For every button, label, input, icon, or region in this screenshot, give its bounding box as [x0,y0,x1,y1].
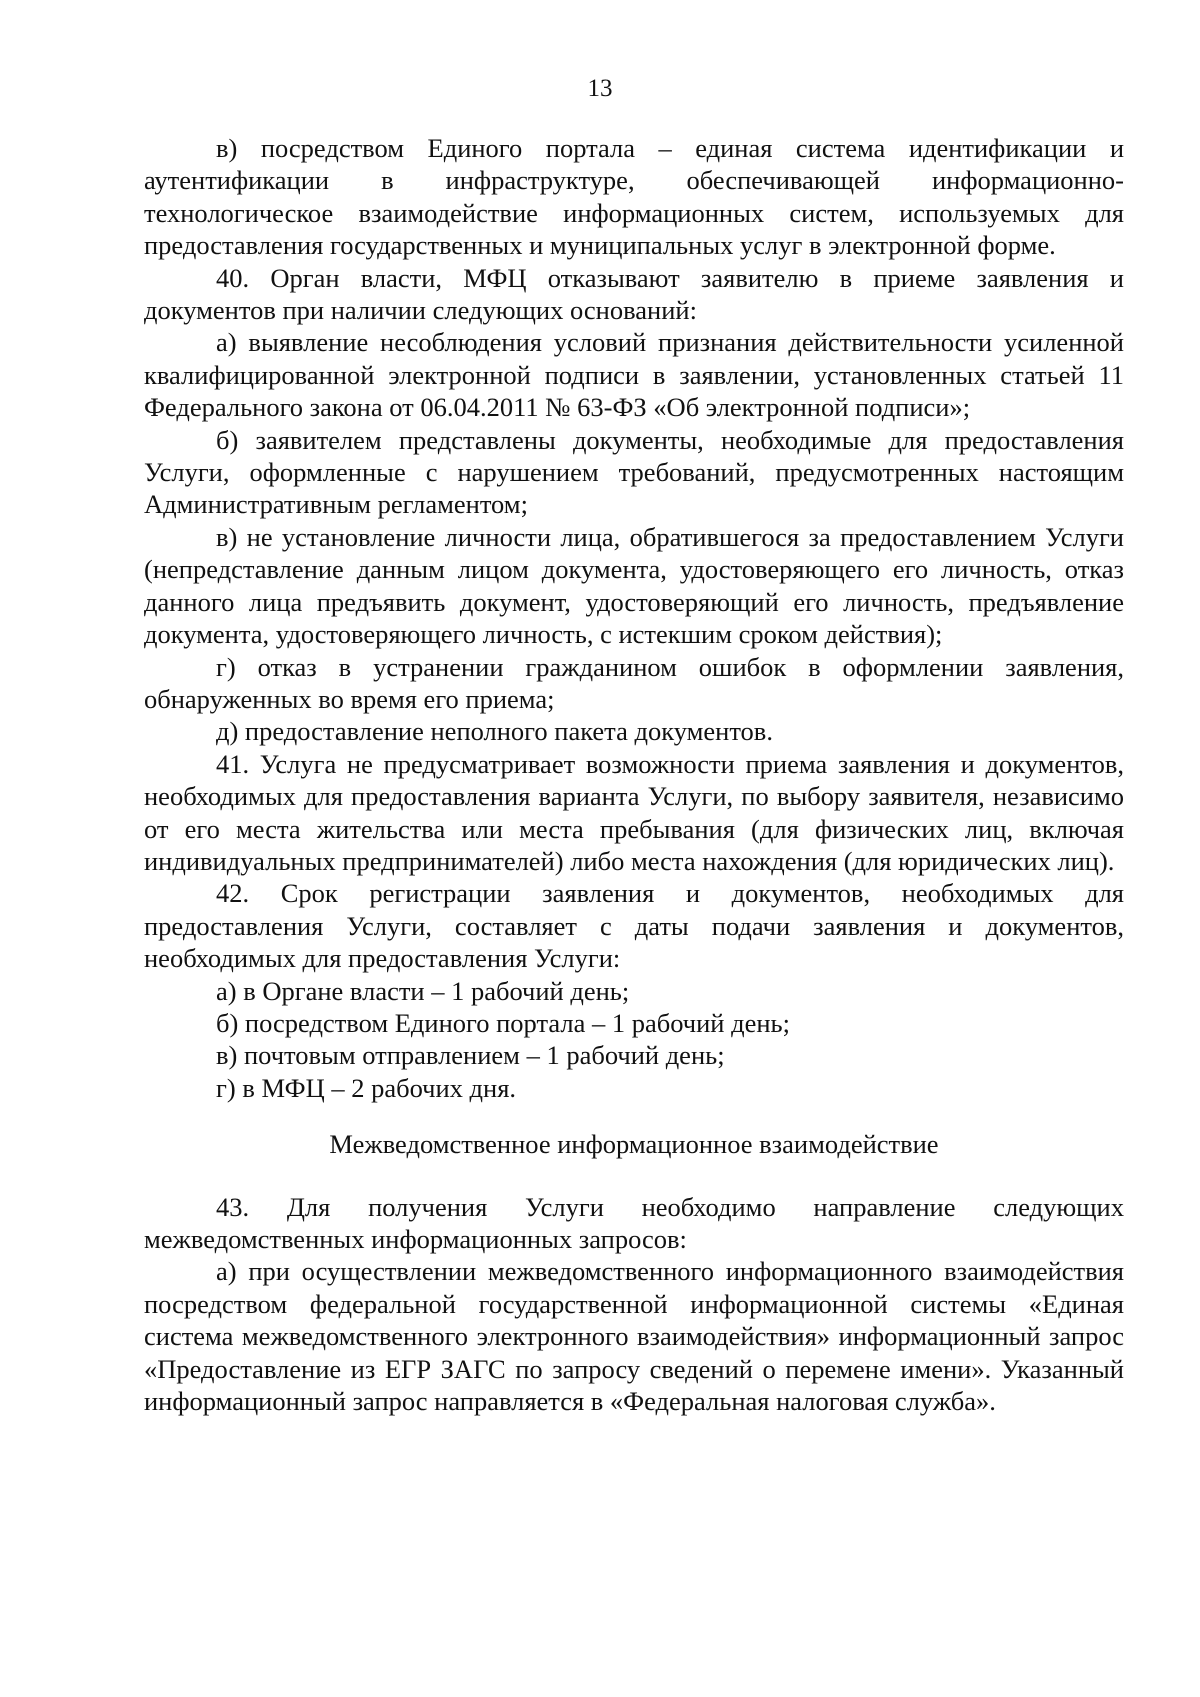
paragraph-42a-authority: а) в Органе власти – 1 рабочий день; [216,975,630,1006]
paragraph-40d-errors: г) отказ в устранении гражданином ошибок в оформлении заявления, обнаруженных во время его приема; [144,651,1124,714]
paragraph-43a-smev-request: а) при осуществлении межведомственного информационного взаимодействия посредством федеральной государственной информационной системы «Единая система межведомственного электронного взаимодействия» информационный запрос «Предоставление из ЕГР ЗАГС по запросу сведений о перемене имени». Указанный информационный запрос направляется в «Федеральная налоговая служба». [144,1256,1124,1417]
paragraph-42d-mfc: г) в МФЦ – 2 рабочих дня. [216,1072,517,1103]
paragraph-40e-incomplete: д) предоставление неполного пакета документов. [216,716,773,747]
paragraph-42-registration-term: 42. Срок регистрации заявления и документов, необходимых для предоставления Услуги, составляет с даты подачи заявления и документов, необходимых для предоставления Услуги: [144,878,1124,974]
paragraph-40-refusal-grounds: 40. Орган власти, МФЦ отказывают заявителю в приеме заявления и документов при наличии следующих оснований: [144,262,1124,326]
paragraph-portal-identification: в) посредством Единого портала – единая система идентификации и аутентификации в инфраструктуре, обеспечивающей информационно-технологическое взаимодействие информационных систем, используемых для предоставления государственных и муниципальных услуг в электронной форме. [144,133,1124,261]
section-heading: Межведомственное информационное взаимодействие [329,1129,939,1160]
paragraph-43-interagency-requests: 43. Для получения Услуги необходимо направление следующих межведомственных информационных запросов: [144,1191,1124,1254]
paragraph-42c-post: в) почтовым отправлением – 1 рабочий день; [216,1040,725,1071]
paragraph-42b-portal: б) посредством Единого портала – 1 рабочий день; [216,1007,790,1038]
paragraph-40b-documents: б) заявителем представлены документы, необходимые для предоставления Услуги, оформленные с нарушением требований, предусмотренных настоящим Административным регламентом; [144,424,1124,520]
document-body [144,132,1124,1417]
page-number: 13 [587,75,613,102]
paragraph-40a-signature: а) выявление несоблюдения условий признания действительности усиленной квалифицированной электронной подписи в заявлении, установленных статьей 11 Федерального закона от 06.04.2011 № 63-ФЗ «Об электронной подписи»; [144,327,1124,423]
paragraph-41-extraterritorial: 41. Услуга не предусматривает возможности приема заявления и документов, необходимых для предоставления варианта Услуги, по выбору заявителя, независимо от его места жительства или места пребывания (для физических лиц, включая индивидуальных предпринимателей) либо места нахождения (для юридических лиц). [144,748,1124,876]
paragraph-40c-identity: в) не установление личности лица, обратившегося за предоставлением Услуги (непредставление данным лицом документа, удостоверяющего его личность, отказ данного лица предъявить документ, удостоверяющий его личность, предъявление документа, удостоверяющего личность, с истекшим сроком действия); [144,521,1124,650]
